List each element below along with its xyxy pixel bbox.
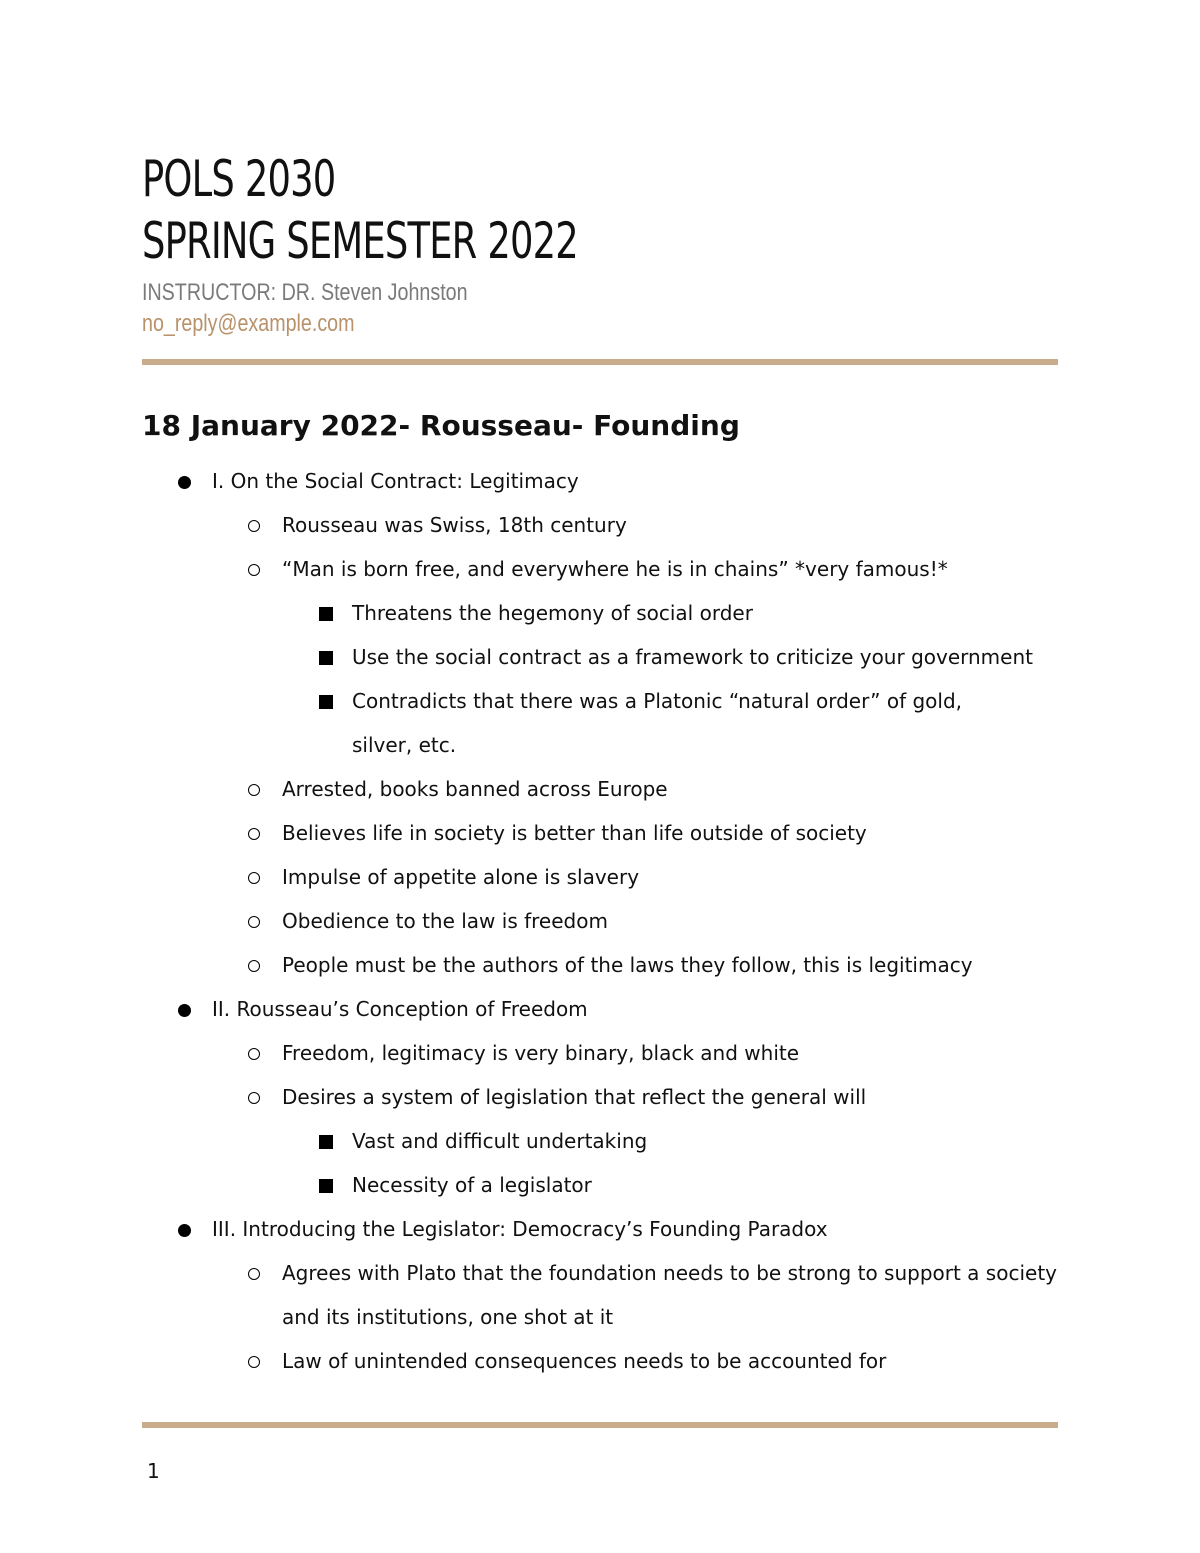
hollow-circle-bullet-icon	[248, 916, 260, 928]
outline-item-text: Threatens the hegemony of social order	[352, 601, 753, 625]
filled-circle-bullet-icon	[178, 1224, 191, 1237]
filled-circle-bullet-icon	[178, 1004, 191, 1017]
outline-item-level-2	[0, 503, 1200, 547]
outline-item-text: Necessity of a legislator	[352, 1173, 592, 1197]
outline-item-level-2	[0, 1251, 1200, 1339]
outline-item-level-3	[0, 1163, 1200, 1207]
notes-outline	[0, 459, 1200, 1383]
outline-item-text: III. Introducing the Legislator: Democracy’s Founding Paradox	[212, 1217, 828, 1241]
outline-item-text: Agrees with Plato that the foundation needs to be strong to support a society and its institutions, one shot at it	[282, 1261, 1057, 1329]
outline-item-level-2	[0, 811, 1200, 855]
outline-item-level-1	[0, 459, 1200, 503]
outline-item-text: Law of unintended consequences needs to be accounted for	[282, 1349, 887, 1373]
square-bullet-icon	[319, 1135, 333, 1149]
outline-item-level-1	[0, 987, 1200, 1031]
page-number: 1	[147, 1459, 160, 1483]
outline-item-level-1	[0, 1207, 1200, 1251]
outline-item-level-3	[0, 591, 1200, 635]
square-bullet-icon	[319, 651, 333, 665]
hollow-circle-bullet-icon	[248, 828, 260, 840]
outline-item-level-2	[0, 1075, 1200, 1119]
instructor-line: INSTRUCTOR: DR. Steven Johnston	[142, 279, 468, 306]
outline-item-level-3	[0, 1119, 1200, 1163]
course-title: POLS 2030	[142, 150, 336, 208]
square-bullet-icon	[319, 695, 333, 709]
outline-item-text: Contradicts that there was a Platonic “natural order” of gold, silver, etc.	[352, 689, 963, 757]
filled-circle-bullet-icon	[178, 476, 191, 489]
hollow-circle-bullet-icon	[248, 1048, 260, 1060]
hollow-circle-bullet-icon	[248, 1356, 260, 1368]
square-bullet-icon	[319, 607, 333, 621]
outline-item-text: Believes life in society is better than life outside of society	[282, 821, 867, 845]
outline-item-text: “Man is born free, and everywhere he is in chains” *very famous!*	[282, 557, 948, 581]
outline-item-level-2	[0, 767, 1200, 811]
outline-item-text: People must be the authors of the laws they follow, this is legitimacy	[282, 953, 973, 977]
outline-item-level-2	[0, 943, 1200, 987]
section-heading: 18 January 2022- Rousseau- Founding	[142, 409, 740, 442]
hollow-circle-bullet-icon	[248, 1092, 260, 1104]
semester-title: SPRING SEMESTER 2022	[142, 212, 578, 270]
outline-item-text: Rousseau was Swiss, 18th century	[282, 513, 627, 537]
square-bullet-icon	[319, 1179, 333, 1193]
outline-item-text: Obedience to the law is freedom	[282, 909, 608, 933]
outline-item-text: Impulse of appetite alone is slavery	[282, 865, 640, 889]
outline-item-text: II. Rousseau’s Conception of Freedom	[212, 997, 588, 1021]
document-header	[142, 148, 1058, 340]
hollow-circle-bullet-icon	[248, 784, 260, 796]
outline-item-level-2	[0, 1031, 1200, 1075]
hollow-circle-bullet-icon	[248, 960, 260, 972]
outline-item-level-2	[0, 547, 1200, 591]
outline-item-level-2	[0, 899, 1200, 943]
outline-item-level-2	[0, 1339, 1200, 1383]
outline-item-text: Freedom, legitimacy is very binary, black and white	[282, 1041, 800, 1065]
outline-item-level-3	[0, 679, 1200, 767]
outline-item-text: Desires a system of legislation that reflect the general will	[282, 1085, 867, 1109]
hollow-circle-bullet-icon	[248, 564, 260, 576]
header-divider	[142, 359, 1058, 365]
hollow-circle-bullet-icon	[248, 872, 260, 884]
hollow-circle-bullet-icon	[248, 520, 260, 532]
outline-item-text: Arrested, books banned across Europe	[282, 777, 668, 801]
footer-divider	[142, 1422, 1058, 1428]
outline-item-text: I. On the Social Contract: Legitimacy	[212, 469, 579, 493]
hollow-circle-bullet-icon	[248, 1268, 260, 1280]
outline-item-level-2	[0, 855, 1200, 899]
outline-item-level-3	[0, 635, 1200, 679]
outline-item-text: Use the social contract as a framework to criticize your government	[352, 645, 1033, 669]
instructor-email-link[interactable]: no_reply@example.com	[142, 310, 355, 337]
outline-item-text: Vast and difficult undertaking	[352, 1129, 648, 1153]
